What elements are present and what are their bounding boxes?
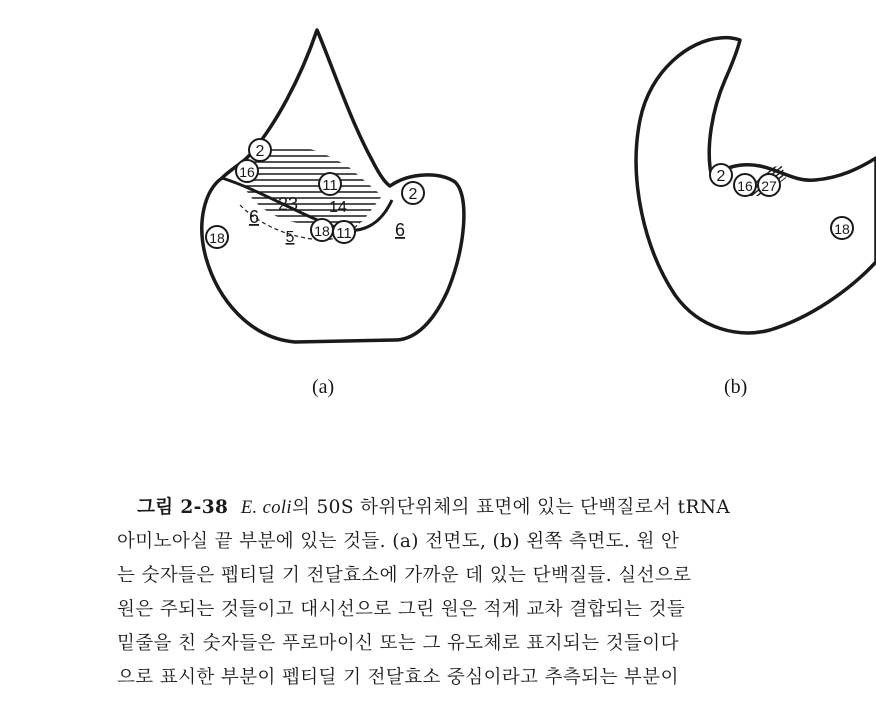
protein-marker: [249, 139, 271, 161]
protein-marker: [710, 164, 732, 186]
protein-marker: [333, 221, 355, 243]
protein-marker: [236, 160, 258, 182]
protein-label: 18: [209, 230, 225, 246]
protein-label: 11: [322, 177, 338, 194]
protein-marker: [734, 174, 756, 196]
protein-label: 11: [336, 225, 352, 242]
protein-label: 18: [314, 223, 330, 239]
protein-marker: [758, 174, 780, 196]
panel-a-drawing: [202, 30, 464, 342]
caption-line-2: 아미노아실 끝 부분에 있는 것들. (a) 전면도, (b) 왼쪽 측면도. 원 안: [117, 531, 680, 552]
protein-label: 27: [761, 178, 777, 194]
protein-label: 16: [737, 178, 753, 194]
caption-line-1: [117, 491, 876, 525]
caption-line-5: 밑줄을 친 숫자들은 푸로마이신 또는 그 유도체로 표지되는 것들이다: [117, 633, 679, 654]
panel-b-drawing: [636, 38, 876, 333]
protein-marker: [319, 173, 341, 195]
protein-label: 5: [285, 229, 295, 246]
protein-label: 2: [255, 143, 265, 160]
caption-line-4: 원은 주되는 것들이고 대시선으로 그린 원은 적게 교차 결합되는 것들: [117, 599, 686, 620]
panel-a-label: (a): [312, 376, 335, 398]
protein-label: 23: [277, 194, 299, 214]
protein-marker: [311, 219, 333, 241]
protein-label: 16: [239, 164, 255, 180]
protein-label: 6: [394, 220, 406, 240]
protein-label: 6: [248, 207, 260, 227]
panel-b-label: (b): [724, 376, 748, 398]
caption-line-3: 는 숫자들은 펩티딜 기 전달효소에 가까운 데 있는 단백질들. 실선으로: [117, 565, 692, 586]
protein-marker: [206, 226, 228, 248]
protein-label: 2: [716, 168, 726, 185]
figure-number: 그림 2-38: [137, 497, 229, 518]
figure-caption: [117, 491, 876, 695]
protein-marker: [402, 182, 424, 204]
protein-label: 14: [329, 199, 347, 216]
protein-label: 18: [834, 221, 850, 237]
organism-name: E. coli: [240, 498, 292, 518]
caption-line-1-text: 의 50S 하위단위체의 표면에 있는 단백질로서 tRNA: [291, 497, 731, 518]
protein-label: 2: [408, 186, 418, 203]
protein-marker: [831, 217, 853, 239]
caption-line-6: 으로 표시한 부분이 펩티딜 기 전달효소 중심이라고 추측되는 부분이: [117, 667, 679, 688]
